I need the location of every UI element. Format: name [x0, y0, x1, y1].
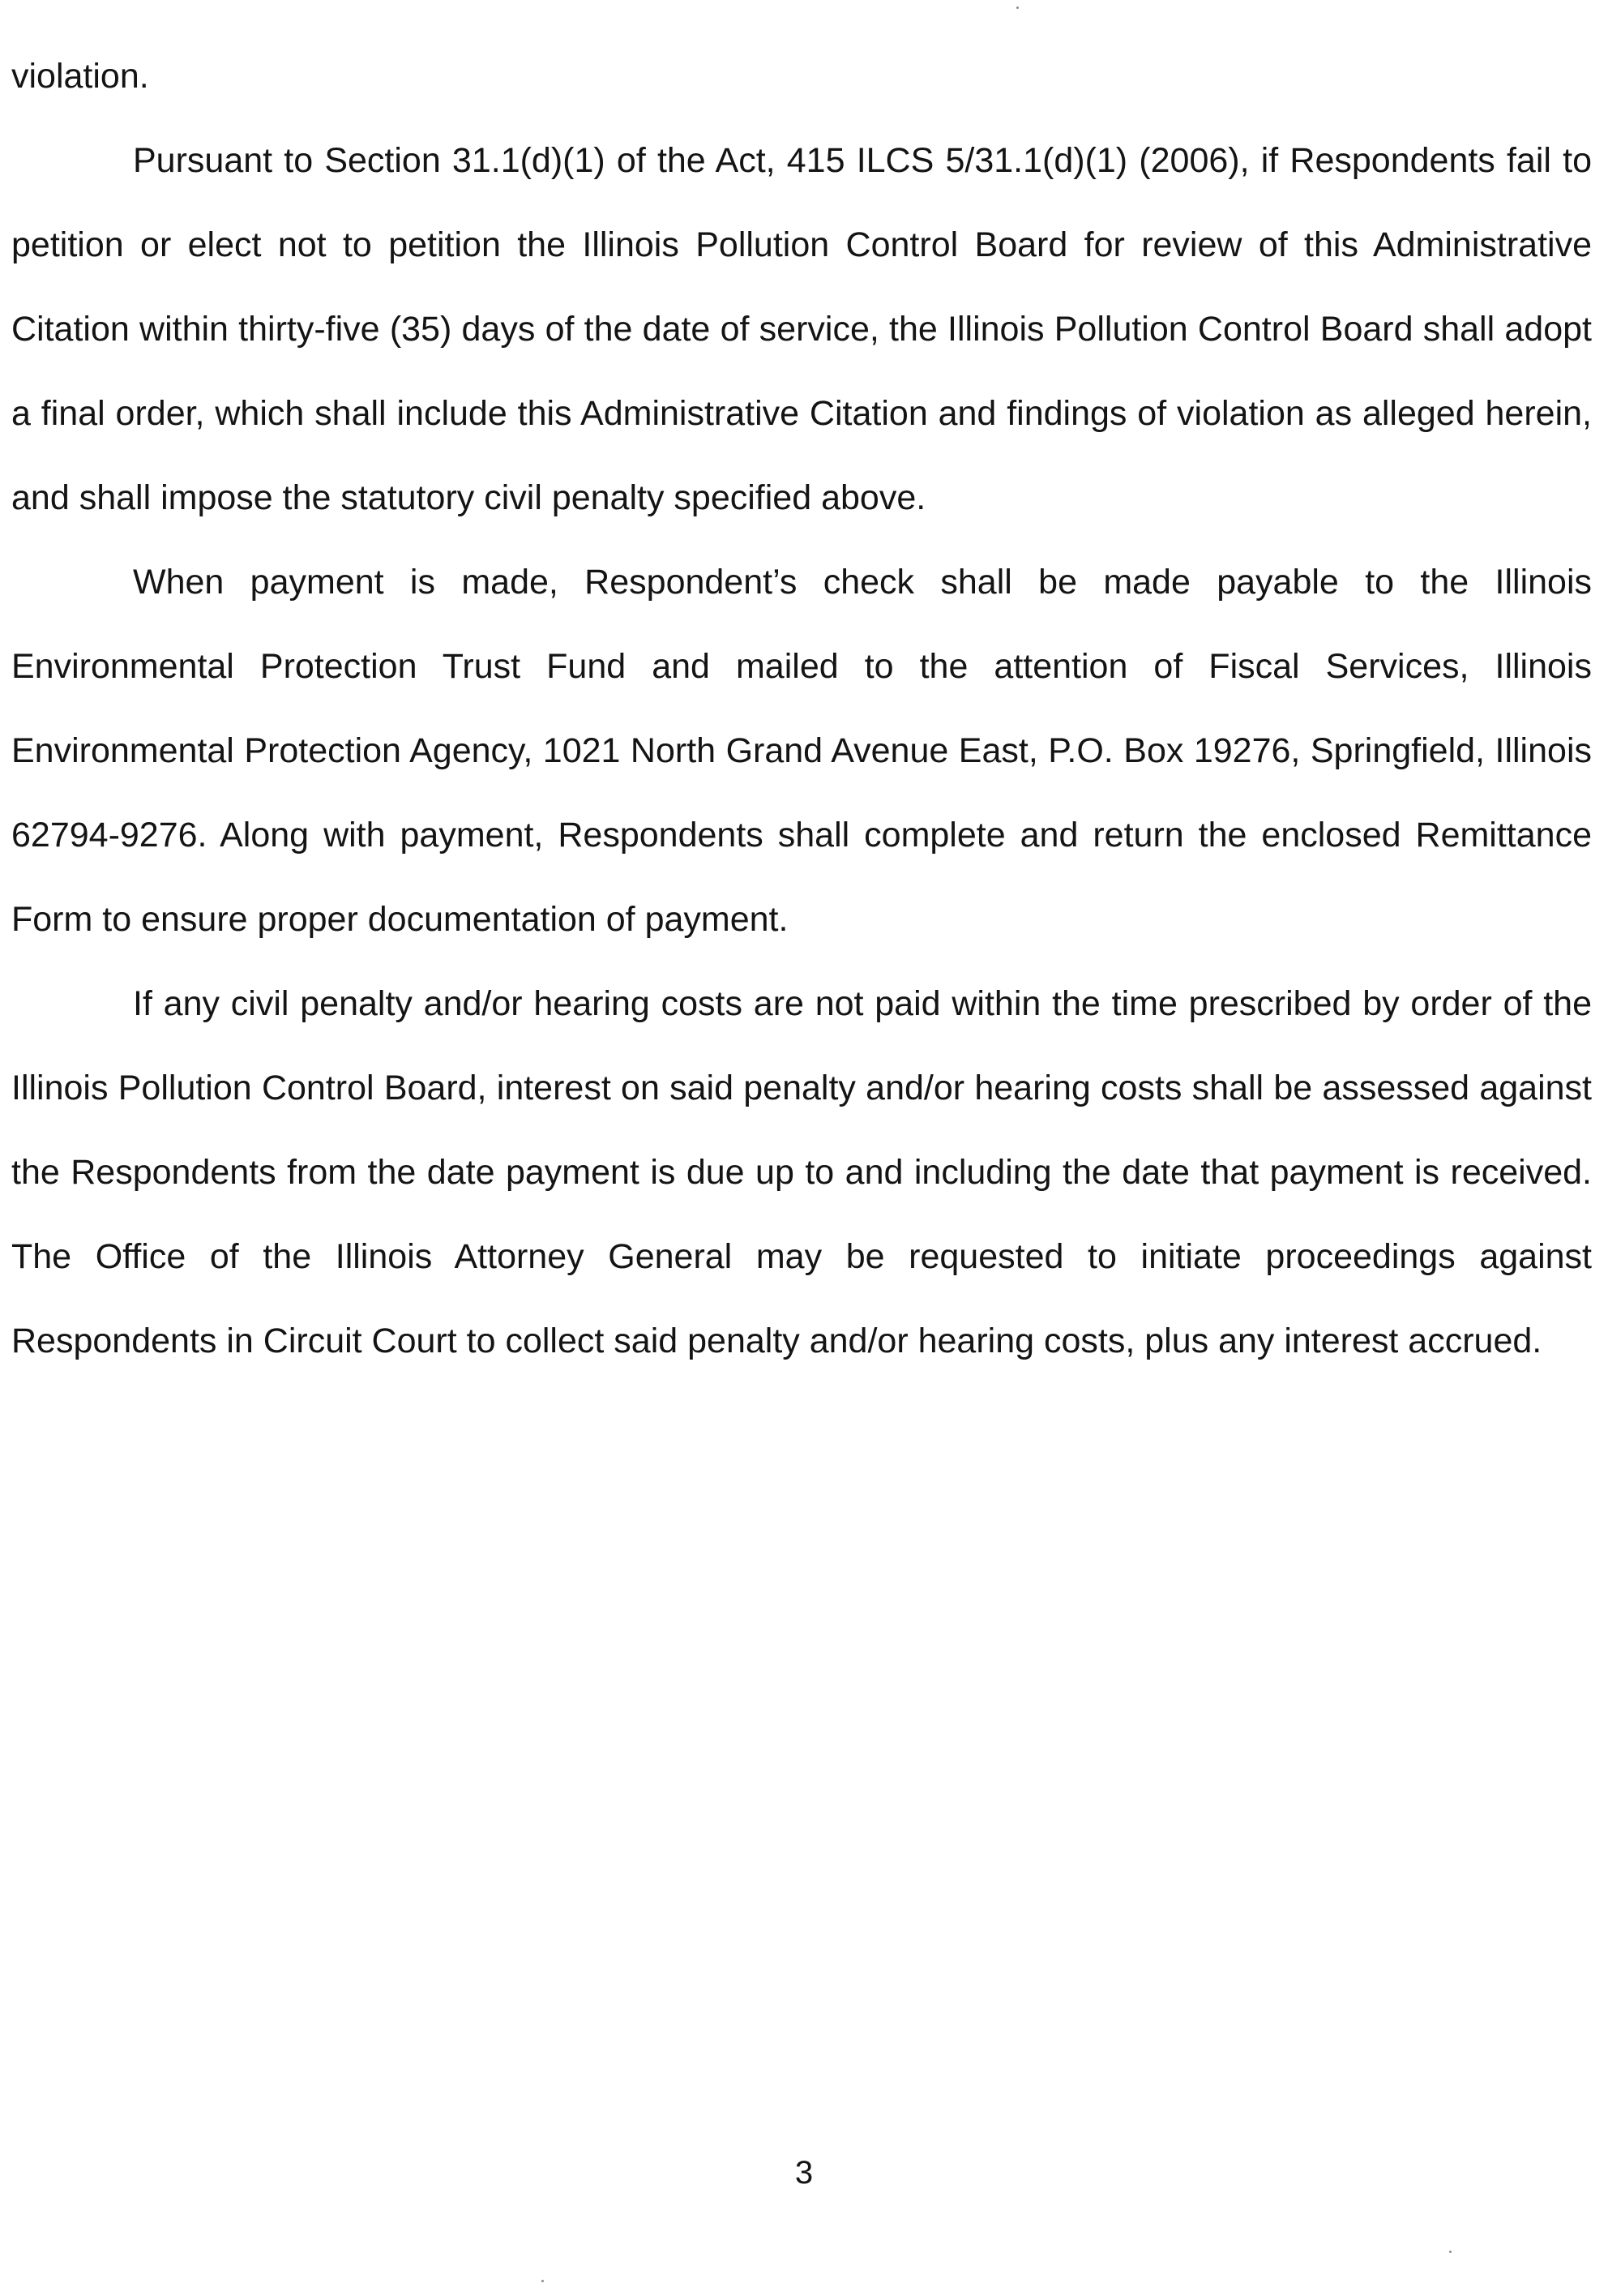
scan-speck	[541, 2280, 544, 2282]
paragraph-payment-instructions: When payment is made, Respondent’s check shall be made payable to the Illinois Environmental Protection Trust Fund and mailed to the attention of Fiscal Services, Illinois Environmental Protection Agency, 1021 North Grand Avenue East, P.O. Box 19276, Springfield, Illinois 62794-9276. Along with payment, Respondents shall complete and return the enclosed Remittance Form to ensure proper documentation of payment.	[11, 563, 1592, 939]
page-number: 3	[794, 2155, 814, 2191]
scan-speck	[1016, 6, 1019, 9]
scan-speck	[1449, 2251, 1452, 2253]
paragraph-interest-and-collection: If any civil penalty and/or hearing costs are not paid within the time prescribed by order of the Illinois Pollution Control Board, interest on said penalty and/or hearing costs shall be assessed against the Respondents from the date payment is due up to and including the date that payment is received. The Office of the Illinois Attorney General may be requested to initiate proceedings against Respondents in Circuit Court to collect said penalty and/or hearing costs, plus any interest accrued.	[11, 984, 1592, 1360]
paragraph-review-petition: Pursuant to Section 31.1(d)(1) of the Act, 415 ILCS 5/31.1(d)(1) (2006), if Respondents fail to petition or elect not to petition the Illinois Pollution Control Board for review of this Administrative Citation within thirty-five (35) days of the date of service, the Illinois Pollution Control Board shall adopt a final order, which shall include this Administrative Citation and findings of violation as alleged herein, and shall impose the statutory civil penalty specified above.	[11, 141, 1592, 517]
document-body	[11, 34, 1592, 1383]
paragraph-continuation: violation.	[11, 57, 149, 96]
